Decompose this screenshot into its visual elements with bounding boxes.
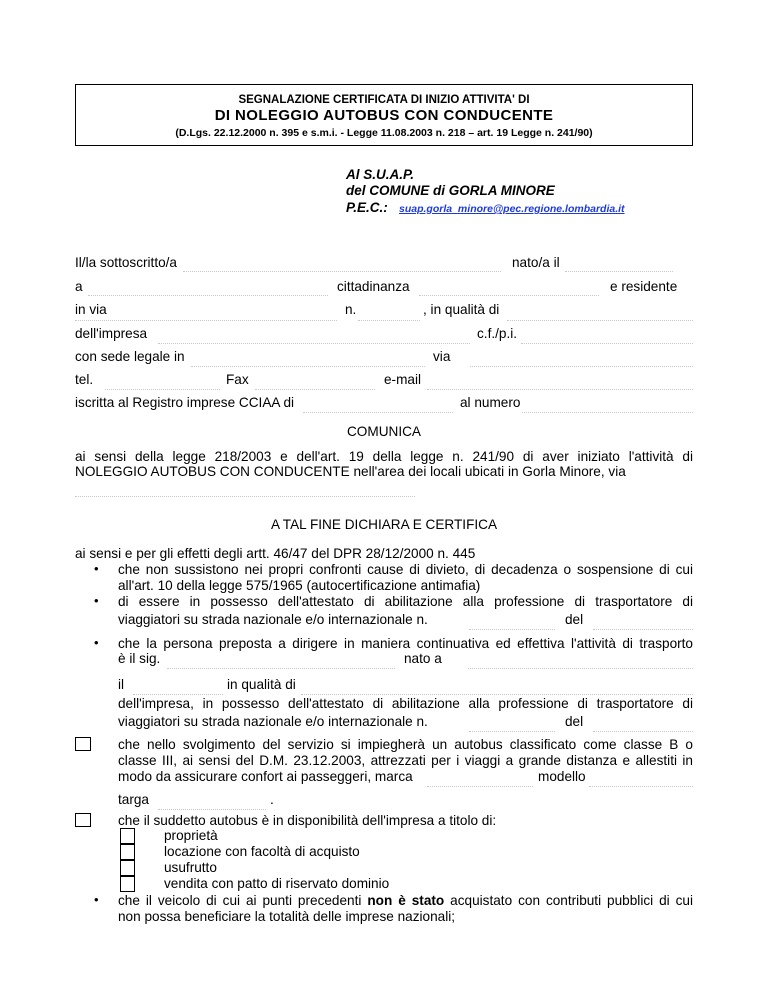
disponibilita-text: che il suddetto autobus è in disponibilità dell'impresa a titolo di: [118, 813, 497, 828]
autobus-line3: modo da assicurare confort ai passeggeri, marca [118, 769, 413, 784]
checkbox-proprieta[interactable] [120, 828, 135, 844]
field-marca[interactable] [427, 786, 533, 787]
preposto-line4: dell'impresa, in possesso dell'attestato di abilitazione alla professione di trasportatore di [118, 696, 693, 711]
field-preposto-attestato-data[interactable] [593, 731, 693, 732]
field-modello[interactable] [589, 786, 693, 787]
title-box [75, 84, 693, 146]
contributi-text-b: acquistato con contributi pubblici di cui [444, 893, 694, 908]
field-via-locali[interactable] [75, 496, 415, 497]
checkbox-vendita[interactable] [120, 876, 135, 892]
label-cittadinanza: cittadinanza [337, 279, 410, 294]
field-preposto-luogo[interactable] [468, 668, 693, 669]
form-type-title: SEGNALAZIONE CERTIFICATA DI INIZIO ATTIVITA' DI [238, 94, 530, 106]
field-fax[interactable] [255, 389, 375, 390]
contributi-line2: non possa beneficiare la totalità delle imprese nazionali; [118, 909, 456, 924]
field-sede[interactable] [191, 366, 425, 367]
label-via-sede: via [433, 349, 451, 364]
field-cciaa[interactable] [303, 412, 453, 413]
label-al-numero: al numero [460, 395, 521, 410]
field-via-residenza[interactable] [75, 320, 337, 321]
field-preposto-qualita[interactable] [301, 694, 693, 695]
field-preposto-attestato-numero[interactable] [469, 731, 555, 732]
label-in-qualita: , in qualità di [423, 302, 500, 317]
antimafia-line2: all'art. 10 della legge 575/1965 (autocertificazione antimafia) [118, 578, 481, 593]
pec-label: P.E.C.: [346, 200, 388, 215]
field-birthplace[interactable] [88, 295, 328, 296]
legal-references: (D.Lgs. 22.12.2000 n. 395 e s.m.i. - Legge 11.08.2003 n. 218 – art. 19 Legge n. 241/90) [175, 127, 593, 139]
option-locazione: locazione con facoltà di acquisto [164, 844, 360, 859]
label-nato-il: nato/a il [512, 255, 560, 270]
recipient-comune: del COMUNE di GORLA MINORE [346, 183, 555, 198]
bullet-point: • [94, 635, 99, 650]
field-attestato-data[interactable] [593, 629, 693, 630]
section-dichiara-title: A TAL FINE DICHIARA E CERTIFICA [270, 517, 498, 532]
label-a: a [75, 279, 83, 294]
field-via-sede[interactable] [470, 366, 693, 367]
option-usufrutto: usufrutto [164, 860, 217, 875]
checkbox-disponibilita[interactable] [75, 813, 91, 827]
field-cittadinanza[interactable] [419, 295, 599, 296]
label-cf: c.f./p.i. [477, 326, 518, 341]
label-residente: e residente [610, 279, 678, 294]
label-fax: Fax [226, 372, 249, 387]
abilitazione-line1: di essere in possesso dell'attestato di abilitazione alla professione di trasportatore di [118, 594, 693, 609]
preposto-line1: che la persona preposta a dirigere in maniera continuativa ed effettiva l'attività di trasporto [118, 636, 693, 651]
bullet-point: • [94, 892, 99, 907]
label-targa: targa [118, 792, 149, 807]
contributi-emphasis: non è stato [367, 893, 445, 908]
label-tel: tel. [75, 372, 94, 387]
label-sede: con sede legale in [75, 349, 185, 364]
preposto-line2: è il sig. [118, 651, 161, 666]
bullet-point: • [94, 561, 99, 576]
dichiara-intro: ai sensi e per gli effetti degli artt. 46/47 del DPR 28/12/2000 n. 445 [75, 546, 476, 561]
checkbox-autobus-classe[interactable] [75, 737, 91, 751]
field-attestato-numero[interactable] [469, 629, 555, 630]
checkbox-usufrutto[interactable] [120, 860, 135, 876]
field-name[interactable] [183, 271, 501, 272]
label-impresa: dell'impresa [75, 326, 148, 341]
field-email[interactable] [427, 389, 693, 390]
label-del: del [565, 714, 584, 729]
label-nato-a: nato a [404, 651, 442, 666]
autobus-line1: che nello svolgimento del servizio si impiegherà un autobus classificato come classe B o [118, 737, 693, 752]
checkbox-locazione[interactable] [120, 844, 135, 860]
preposto-line5: viaggiatori su strada nazionale e/o internazionale n. [118, 714, 428, 729]
option-vendita: vendita con patto di riservato dominio [164, 876, 390, 891]
recipient-suap: Al S.U.A.P. [346, 167, 415, 182]
field-preposto-nome[interactable] [167, 668, 395, 669]
field-cf[interactable] [521, 343, 693, 344]
label-preposto-qualita: in qualità di [227, 677, 296, 692]
targa-period: . [270, 792, 274, 807]
label-del: del [565, 612, 584, 627]
field-targa[interactable] [158, 809, 266, 810]
label-sottoscritto: Il/la sottoscritto/a [75, 255, 177, 270]
label-email: e-mail [384, 372, 422, 387]
section-comunica-title: COMUNICA [346, 424, 421, 439]
form-main-title: DI NOLEGGIO AUTOBUS CON CONDUCENTE [214, 107, 554, 124]
field-impresa[interactable] [158, 343, 470, 344]
label-modello: modello [538, 769, 586, 784]
autobus-line2: classe III, ai sensi del D.M. 23.12.2003, attrezzati per i viaggi a grande distanza e allestiti in [118, 753, 693, 768]
label-in-via: in via [75, 302, 107, 317]
antimafia-line1: che non sussistono nei propri confronti cause di divieto, di decadenza o sospensione di cui [118, 562, 693, 577]
field-birthdate[interactable] [565, 271, 673, 272]
option-proprieta: proprietà [164, 828, 218, 843]
comunica-text-line2: NOLEGGIO AUTOBUS CON CONDUCENTE nell'area dei locali ubicati in Gorla Minore, via [75, 464, 626, 479]
pec-email-link[interactable]: suap.gorla_minore@pec.regione.lombardia.it [399, 203, 625, 215]
abilitazione-line2: viaggiatori su strada nazionale e/o internazionale n. [118, 612, 428, 627]
label-numero: n. [345, 302, 357, 317]
field-civico[interactable] [358, 320, 420, 321]
field-numero-rea[interactable] [522, 412, 693, 413]
label-iscritta: iscritta al Registro imprese CCIAA di [75, 395, 295, 410]
comunica-text-line1: ai sensi della legge 218/2003 e dell'art. 19 della legge n. 241/90 di aver iniziato l'attività di [75, 449, 693, 464]
field-preposto-data[interactable] [133, 694, 223, 695]
contributi-text-a: che il veicolo di cui ai punti precedenti [118, 893, 368, 908]
label-il: il [118, 677, 125, 692]
field-qualita[interactable] [507, 320, 693, 321]
bullet-point: • [94, 593, 99, 608]
contributi-line1 [118, 893, 693, 908]
field-tel[interactable] [105, 389, 220, 390]
